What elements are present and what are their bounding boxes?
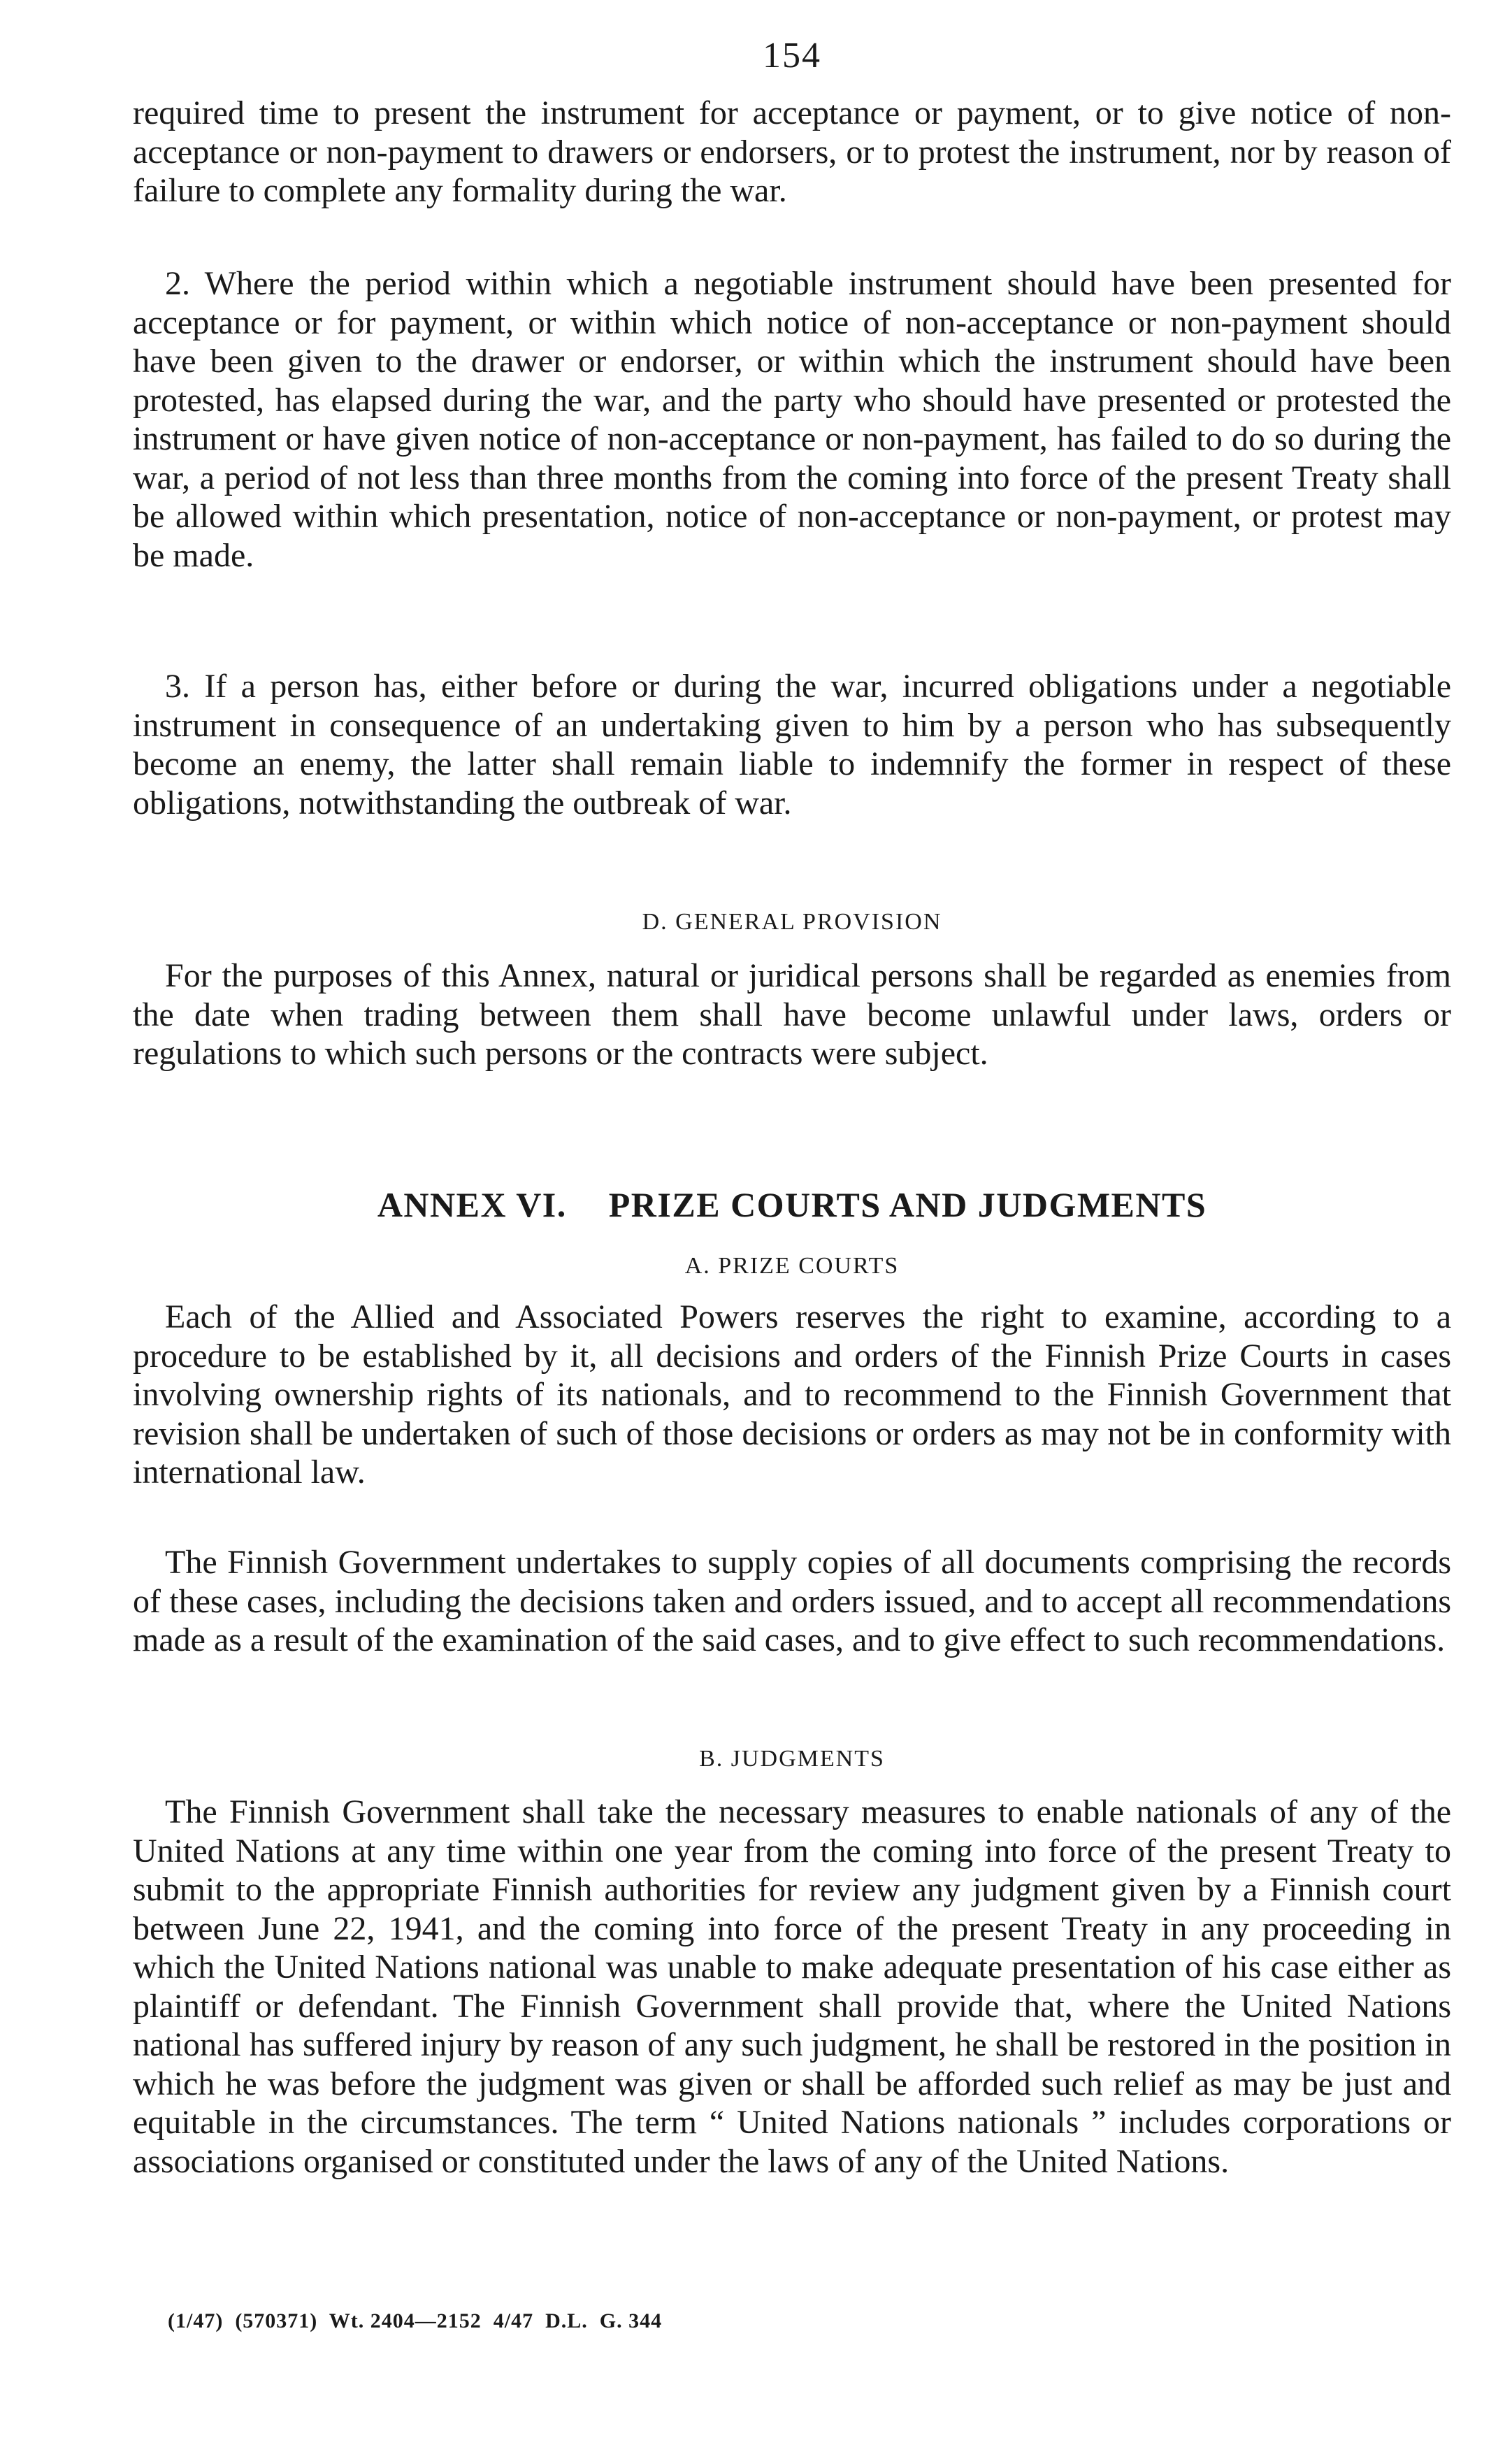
annex-name: PRIZE COURTS AND JUDGMENTS xyxy=(608,1185,1207,1224)
section-d-text: For the purposes of this Annex, natural or juridical persons shall be regarded as enemies from the date when trading between them shall have become unlawful under laws, orders or regulations to which such persons or the contracts were subject. xyxy=(133,957,1451,1072)
annex-number: ANNEX VI. xyxy=(377,1185,567,1224)
section-a-paragraph-2: The Finnish Government undertakes to supply copies of all documents comprising the records of these cases, including the decisions taken and orders issued, and to accept all recommendations made as a result of the examination of the said cases, and to give effect to such recommendations. xyxy=(133,1544,1451,1658)
section-b-heading: B. JUDGMENTS xyxy=(699,1746,885,1772)
section-b-text: The Finnish Government shall take the necessary measures to enable nationals of any of the United Nations at any time within one year from the coming into force of the present Treaty to submit to the appropriate Finnish authorities for review any judgment given by a Finnish court between June 22, 1941, and the coming into force of the present Treaty in any proceeding in which the United Nations national was unable to make adequate presentation of his case either as plaintiff or defendant. The Finnish Government shall provide that, where the United Nations national has suffered injury by reason of any such judgment, he shall be restored in the position in which he was before the judgment was given or shall be afforded such relief as may be just and equitable in the circumstances. The term “ United Nations nationals ” includes corporations or associations organised or constituted under the laws of any of the United Nations. xyxy=(133,1793,1451,2180)
print-footer: (1/47) (570371) Wt. 2404—2152 4/47 D.L. G. 344 xyxy=(168,2309,663,2332)
section-a-heading: A. PRIZE COURTS xyxy=(684,1253,900,1279)
continuation-paragraph: required time to present the instrument for acceptance or payment, or to give notice of non-acceptance or non-payment to drawers or endorsers, or to protest the instrument, nor by reason of failure to complete any formality during the war. xyxy=(133,94,1451,209)
section-a-paragraph-1: Each of the Allied and Associated Powers reserves the right to examine, according to a procedure to be established by it, all decisions and orders of the Finnish Prize Courts in cases involving ownership rights of its nationals, and to recommend to the Finnish Government that revision shall be undertaken of such of those decisions or orders as may not be in conformity with international law. xyxy=(133,1298,1451,1491)
annex-title xyxy=(133,1184,1451,1225)
paragraph-2: 2. Where the period within which a negotiable instrument should have been presented for acceptance or for payment, or within which notice of non-acceptance or non-payment should have been given to the drawer or endorser, or within which the instrument should have been protested, has elapsed during the war, and the party who should have presented or protested the instrument or have given notice of non-acceptance or non-payment, has failed to do so during the war, a period of not less than three months from the coming into force of the present Treaty shall be allowed within which presentation, notice of non-acceptance or non-payment, or protest may be made. xyxy=(133,265,1451,574)
paragraph-3: 3. If a person has, either before or during the war, incurred obligations under a negotiable instrument in consequence of an undertaking given to him by a person who has subsequently become an enemy, the latter shall remain liable to indemnify the former in respect of these obligations, notwithstanding the outbreak of war. xyxy=(133,668,1451,822)
section-d-heading: D. GENERAL PROVISION xyxy=(642,909,942,935)
page-number: 154 xyxy=(763,36,821,76)
